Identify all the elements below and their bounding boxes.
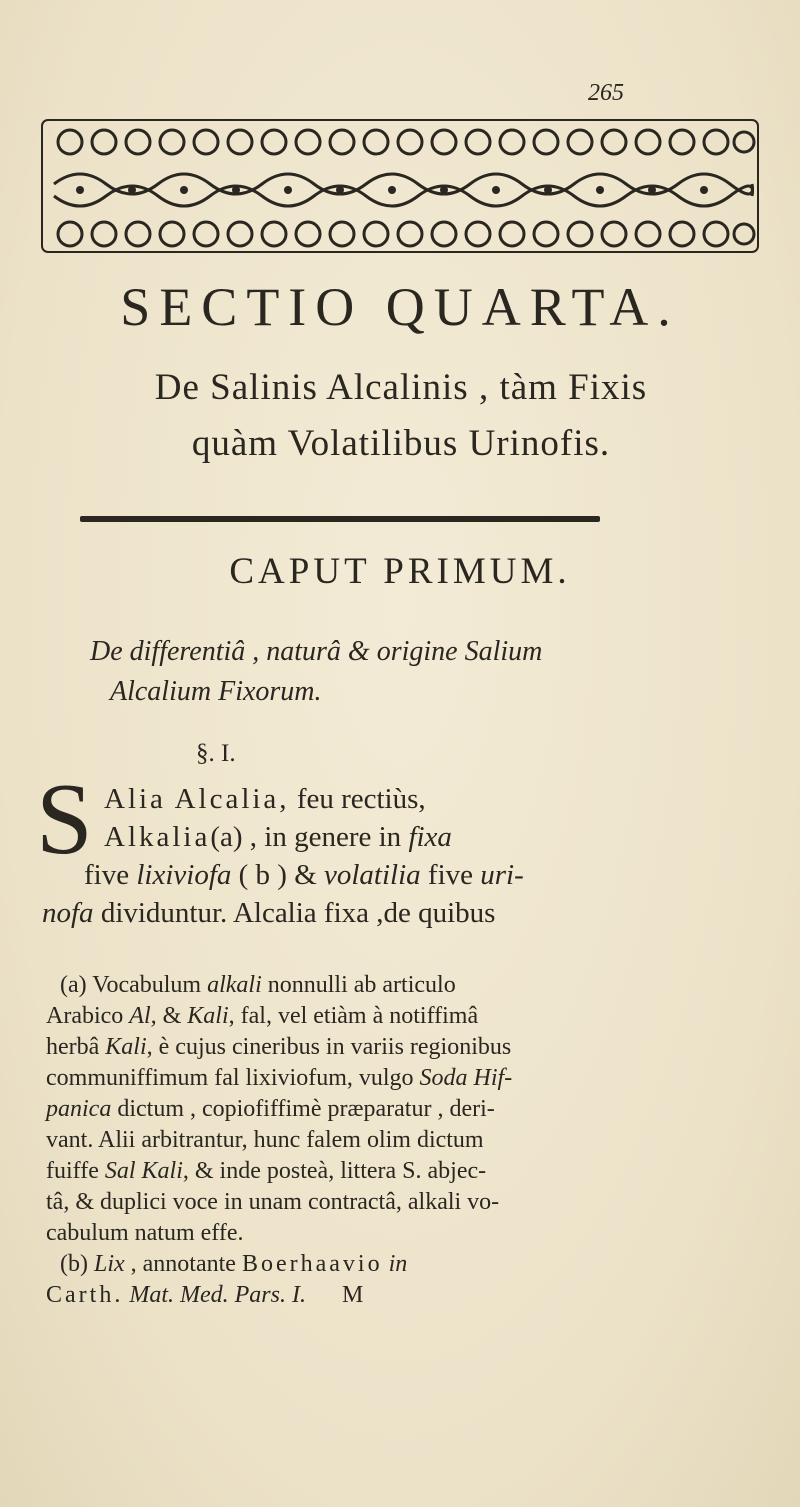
subtitle-line-1: De Salinis Alcalinis , tàm Fixis [154, 367, 648, 408]
paragraph-mark: §. I. [196, 740, 236, 767]
divider-rule [80, 516, 600, 522]
body-line-3: five lixiviofa ( b ) & volatilia five uri- [84, 859, 524, 891]
body-text [42, 856, 762, 932]
body-line-1: Alia Alcalia, feu rectiùs, [104, 783, 426, 815]
drop-cap: S [36, 763, 93, 876]
body-line-2: Alkalia(a) , in genere in fixa [104, 821, 452, 853]
subtitle-line-2: quàm Volatilibus Urinofis. [191, 423, 611, 464]
footnote-a-line-1: (a) Vocabulum alkali nonnulli ab articulo [60, 972, 456, 998]
decorative-headpiece [40, 112, 760, 262]
footnote-a-line-4: communiffimum fal lixiviofum, vulgo Soda Hif- [46, 1065, 513, 1091]
footnote-a-line-3: herbâ Kali, è cujus cineribus in variis regionibus [46, 1034, 512, 1060]
footnote-a-line-6: vant. Alii arbitrantur, hunc falem olim dictum [46, 1127, 484, 1153]
section-subtitle [36, 360, 766, 472]
footnote-a-line-7: fuiffe Sal Kali, & inde posteà, littera S. abjec- [46, 1158, 487, 1184]
footnote-a-line-2: Arabico Al, & Kali, fal, vel etiàm à notiffimâ [46, 1003, 479, 1029]
footnote-a-line-8: tâ, & duplici voce in unam contractâ, alkali vo- [46, 1189, 500, 1215]
chapter-title: CAPUT PRIMUM. [229, 551, 571, 592]
footnote-a-line-5: panica dictum , copiofiffimè præparatur , deri- [46, 1096, 495, 1122]
footnote-b-line-1: (b) Lix , annotante Boerhaavio in [60, 1251, 408, 1277]
chapter-subtitle [90, 632, 750, 712]
footnote-a-line-9: cabulum natum effe. [46, 1220, 244, 1246]
chapter-subtitle-line-2: Alcalium Fixorum. [110, 676, 322, 707]
body-text-indented [104, 780, 764, 856]
footnotes [46, 970, 756, 1311]
page-number: 265 [588, 80, 624, 106]
body-line-4: nofa dividuntur. Alcalia fixa ,de quibus [42, 897, 496, 929]
chapter-subtitle-line-1: De differentiâ , naturâ & origine Salium [90, 636, 543, 667]
footnote-b-line-2: Carth. Mat. Med. Pars. I. M [46, 1282, 364, 1308]
section-title: SECTIO QUARTA. [120, 277, 680, 337]
